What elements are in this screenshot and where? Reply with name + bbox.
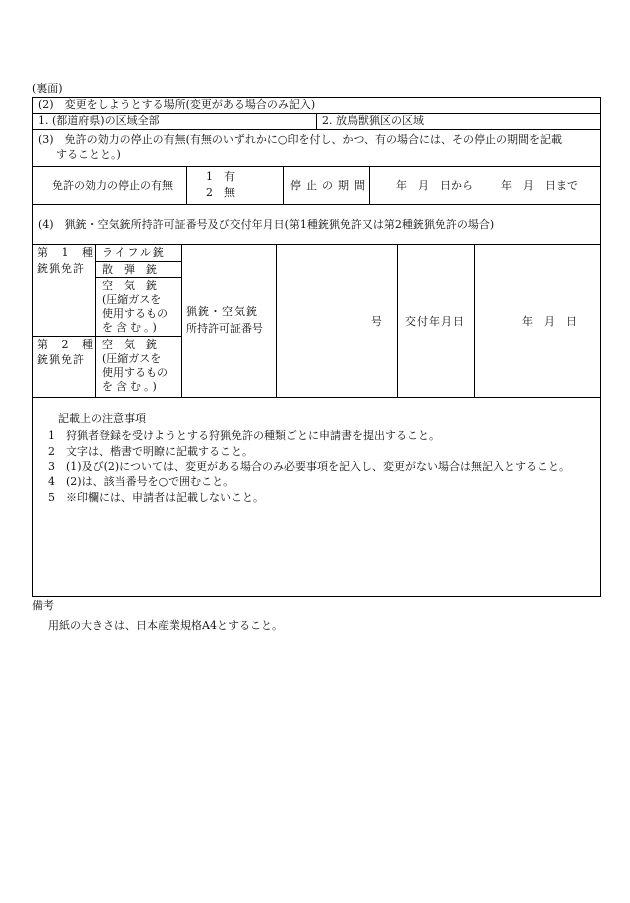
divider xyxy=(32,397,601,398)
class1-label-line2: 銃猟免許 xyxy=(37,262,85,275)
divider xyxy=(397,244,398,397)
note-item-1: 1 狩猟者登録を受けようとする狩猟免許の種類ごとに申請書を提出すること。 xyxy=(48,429,440,442)
divider xyxy=(474,244,475,397)
class1-label-line1: 第 1 種 xyxy=(37,246,98,259)
divider xyxy=(369,166,370,204)
permit-label-line2: 所持許可証番号 xyxy=(186,322,263,335)
divider xyxy=(316,113,317,129)
divider xyxy=(95,244,96,397)
side-label: (裏面) xyxy=(32,82,63,95)
section2-option1: 1. (都道府県)の区域全部 xyxy=(38,114,160,127)
divider xyxy=(186,166,187,204)
airgun2-note-2: 使用するもの xyxy=(102,366,168,379)
note-item-3: 3 (1)及び(2)については、変更がある場合のみ必要事項を記入し、変更がない場合は無記入とすること。 xyxy=(48,460,570,473)
airgun-note-3: を含む。) xyxy=(102,321,160,334)
gun-type-shotgun: 散 弾 銃 xyxy=(102,263,157,276)
remarks-text: 用紙の大きさは、日本産業規格A4とすること。 xyxy=(48,619,283,632)
divider xyxy=(95,277,181,278)
section2-option2: 2. 放鳥獣猟区の区域 xyxy=(322,114,424,127)
suspension-period-from: 年 月 日から xyxy=(396,179,473,192)
notes-heading: 記載上の注意事項 xyxy=(58,412,146,425)
gun-type-airgun: 空 気 銃 xyxy=(102,279,157,292)
gun-type-rifle: ライフル銃 xyxy=(102,246,166,259)
suspension-period-label: 停止の期間 xyxy=(290,179,370,192)
divider xyxy=(276,244,277,397)
class2-label-line2: 銃猟免許 xyxy=(37,353,85,366)
issue-date-value: 年 月 日 xyxy=(522,315,577,328)
divider xyxy=(283,166,284,204)
issue-date-label: 交付年月日 xyxy=(405,315,465,328)
note-item-5: 5 ※印欄には、申請者は記載しないこと。 xyxy=(48,491,264,504)
section3-title-line2: することと。) xyxy=(56,148,121,161)
permit-number-suffix: 号 xyxy=(371,315,382,328)
note-item-2: 2 文字は、楷書で明瞭に記載すること。 xyxy=(48,445,253,458)
airgun-note-2: 使用するもの xyxy=(102,307,168,320)
airgun-note-1: (圧縮ガスを xyxy=(102,293,162,306)
divider xyxy=(95,261,181,262)
remarks-heading: 備考 xyxy=(32,599,54,612)
note-item-4: 4 (2)は、該当番号を○で囲むこと。 xyxy=(48,475,235,488)
section2-title: (2) 変更をしようとする場所(変更がある場合のみ記入) xyxy=(38,98,316,111)
suspension-choice-yes: 1 有 xyxy=(206,170,235,183)
section4-title: (4) 猟銃・空気銃所持許可証番号及び交付年月日(第1種銃猟免許又は第2種銃猟免許の場合) xyxy=(38,218,495,231)
class2-label-line1: 第 2 種 xyxy=(37,338,98,351)
airgun2-note-1: (圧縮ガスを xyxy=(102,352,162,365)
airgun2-note-3: を含む。) xyxy=(102,380,160,393)
permit-label-line1: 猟銃・空気銃 xyxy=(186,305,258,318)
suspension-period-to: 年 月 日まで xyxy=(501,179,578,192)
section3-title-line1: (3) 免許の効力の停止の有無(有無のいずれかに○印を付し、かつ、有の場合には、その停止の期間を記載 xyxy=(38,133,563,146)
suspension-row-label: 免許の効力の停止の有無 xyxy=(52,179,173,192)
divider xyxy=(32,166,601,167)
divider xyxy=(181,244,182,397)
divider xyxy=(32,129,601,130)
divider xyxy=(32,204,601,205)
divider xyxy=(32,244,601,245)
suspension-choice-no: 2 無 xyxy=(206,186,235,199)
gun-type-airgun-2: 空 気 銃 xyxy=(102,338,157,351)
divider xyxy=(32,336,181,337)
